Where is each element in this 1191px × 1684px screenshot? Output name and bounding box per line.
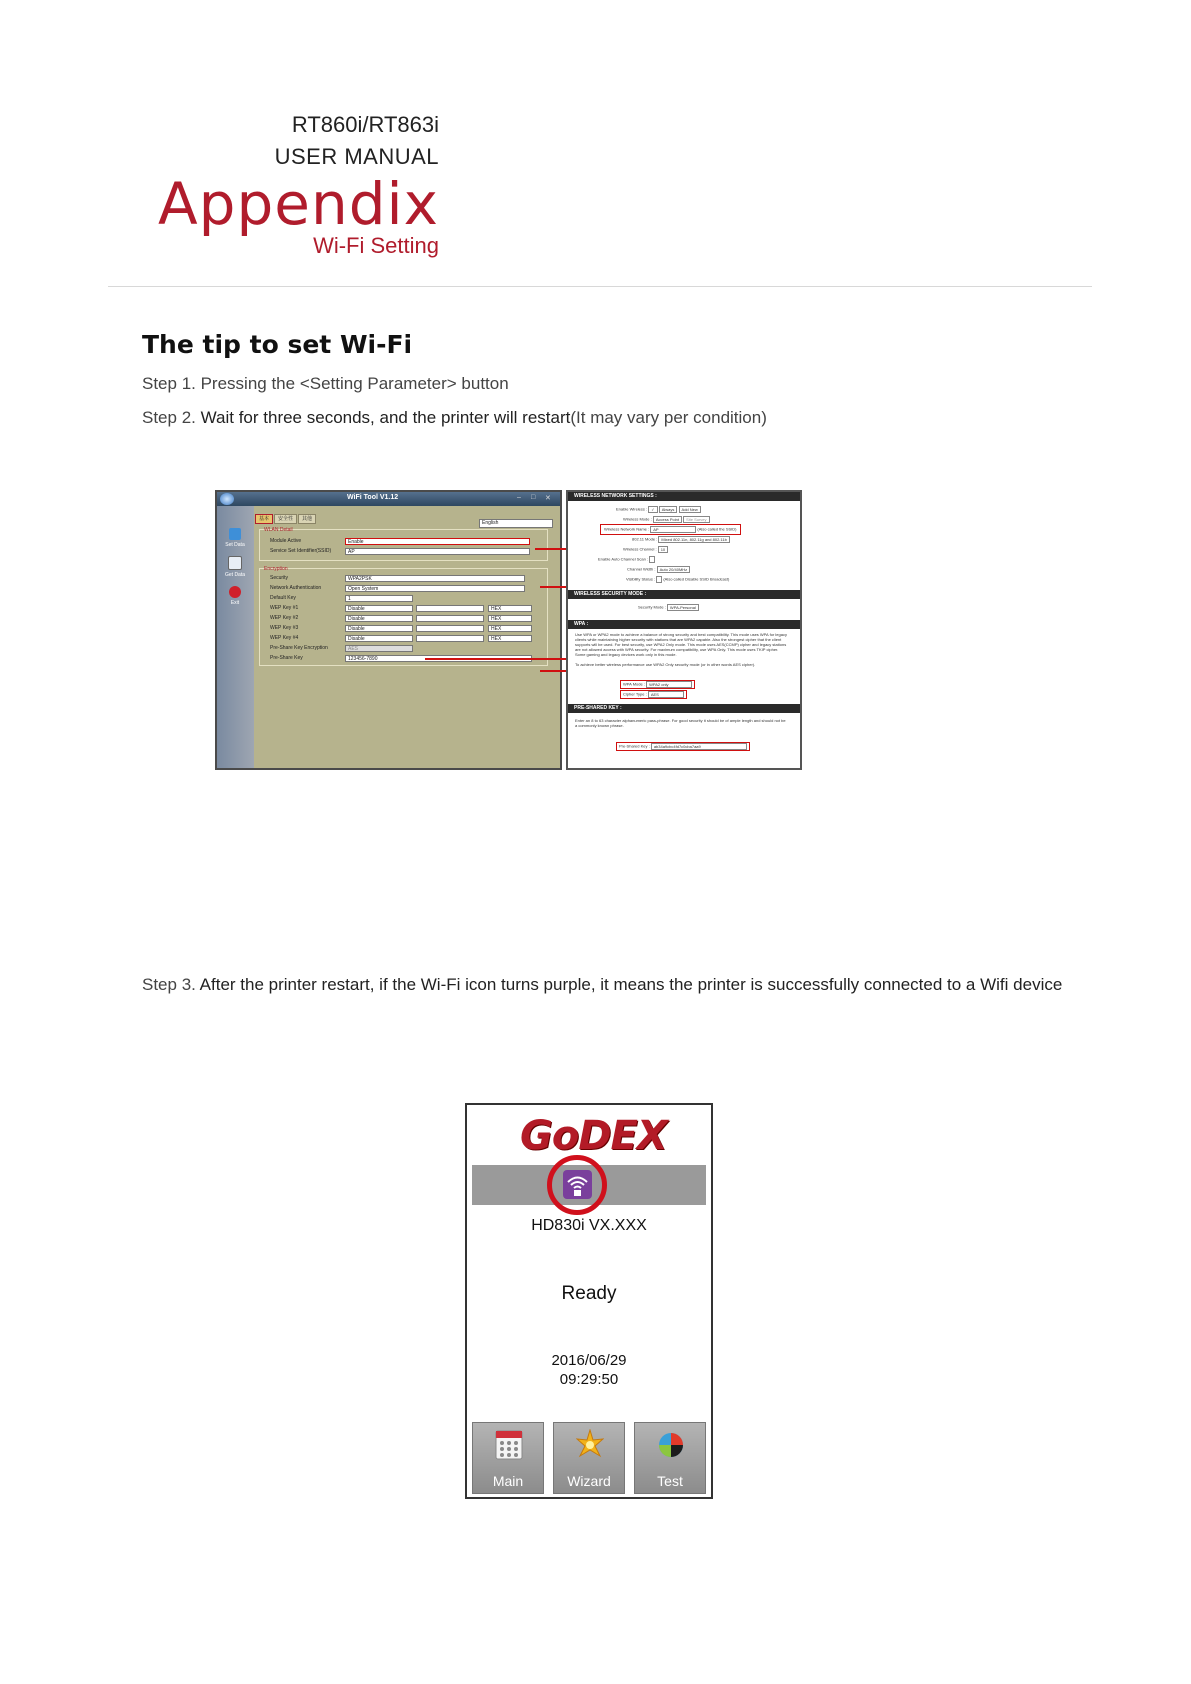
wep-key-4-input[interactable] bbox=[416, 635, 484, 642]
auto-scan-row bbox=[598, 556, 655, 563]
model-name: RT860i/RT863i bbox=[291, 112, 439, 137]
wep-key-4-label: WEP Key #4 bbox=[270, 635, 299, 641]
printer-date: 2016/06/29 bbox=[551, 1352, 627, 1369]
enable-wireless-row bbox=[616, 506, 701, 513]
wpa-mode-row bbox=[620, 680, 695, 689]
set-data-label: Set Data bbox=[225, 542, 245, 548]
wireless-mode-label: Wireless Mode : bbox=[623, 516, 652, 522]
auto-scan-label: Enable Auto Channel Scan : bbox=[598, 556, 649, 562]
add-new-button[interactable]: Add New bbox=[679, 506, 701, 513]
header-divider bbox=[108, 286, 1092, 287]
network-name-input[interactable]: AP bbox=[650, 526, 696, 533]
step-3-main: After the printer restart, if the Wi-Fi icon turns purple, it means the printer is successfully connected to a Wifi device bbox=[199, 975, 1063, 994]
visibility-note: (Also called Disable SSID Broadcast) bbox=[663, 576, 730, 582]
wifi-tool-titlebar bbox=[217, 492, 560, 506]
channel-select[interactable]: 10 bbox=[658, 546, 668, 553]
cipher-type-label: Cipher Type : bbox=[623, 691, 647, 697]
wifi-tool-window bbox=[215, 490, 562, 770]
psk-row bbox=[616, 742, 750, 751]
step-2 bbox=[142, 408, 767, 428]
enable-wireless-select[interactable]: Always bbox=[659, 506, 678, 513]
wep-key-1-label: WEP Key #1 bbox=[270, 605, 299, 611]
step-3 bbox=[142, 975, 1062, 995]
minimize-button[interactable]: – bbox=[517, 494, 521, 501]
get-data-icon bbox=[228, 556, 242, 570]
set-data-icon bbox=[229, 528, 241, 540]
wpa-mode-select[interactable]: WPA2 only bbox=[646, 681, 692, 688]
tab-other[interactable]: 其他 bbox=[298, 514, 316, 524]
psk-encryption-label: Pre-Share Key Encryption bbox=[270, 645, 328, 651]
psk-description: Enter an 8 to 63 character alphanumeric pass-phrase. For good security it should be of ample length and should not be a commonly known phrase. bbox=[575, 718, 786, 728]
wifi-highlight-circle bbox=[547, 1155, 607, 1215]
step-2-main: Wait for three seconds, and the printer will restart bbox=[200, 408, 571, 427]
main-button-label: Main bbox=[492, 1473, 524, 1489]
wep-key-2-label: WEP Key #2 bbox=[270, 615, 299, 621]
step-3-prefix: Step 3. bbox=[142, 975, 200, 994]
security-mode-label: Security Mode : bbox=[638, 604, 666, 610]
get-data-button[interactable] bbox=[225, 556, 245, 578]
wifi-tool-tabs bbox=[255, 514, 317, 524]
wep-key-4-format[interactable]: HEX bbox=[488, 635, 532, 642]
cipher-type-select[interactable]: AES bbox=[648, 691, 684, 698]
channel-width-row bbox=[627, 566, 690, 573]
wpa-recommendation: To achieve better wireless performance use WPA2 Only security mode (or in other words AES cipher). bbox=[575, 662, 756, 667]
wireless-mode-select[interactable]: Access Point bbox=[653, 516, 682, 523]
wireless-settings-heading: WIRELESS NETWORK SETTINGS : bbox=[568, 492, 800, 501]
step-2-prefix: Step 2. bbox=[142, 408, 201, 427]
wep-key-3-format[interactable]: HEX bbox=[488, 625, 532, 632]
wifi-tool-title: WiFi Tool V1.12 bbox=[347, 494, 399, 501]
default-key-select[interactable]: 1 bbox=[345, 595, 413, 602]
network-name-note: (Also called the SSID) bbox=[697, 526, 737, 532]
auth-label: Network Authentication bbox=[270, 585, 322, 591]
connector-psk-enc bbox=[425, 658, 577, 660]
step-1: Step 1. Pressing the <Setting Parameter> button bbox=[142, 374, 509, 393]
wep-key-4-select[interactable]: Disable bbox=[345, 635, 413, 642]
visibility-checkbox[interactable] bbox=[656, 576, 662, 583]
language-select[interactable]: English bbox=[479, 519, 553, 528]
cipher-type-row bbox=[620, 690, 687, 699]
step-2-note: (It may vary per condition) bbox=[570, 408, 767, 427]
visibility-label: Visibility Status : bbox=[626, 576, 656, 582]
calendar-icon bbox=[495, 1429, 523, 1461]
ssid-label: Service Set Identifier(SSID) bbox=[270, 548, 332, 554]
test-button-label: Test bbox=[657, 1473, 683, 1489]
router-psk-label: Pre-Shared Key : bbox=[619, 743, 650, 749]
router-psk-input[interactable]: ab34a9cbc4fd7c0cba7aa9 bbox=[651, 743, 747, 750]
router-settings-panel bbox=[566, 490, 802, 770]
module-active-select[interactable]: Enable bbox=[345, 538, 530, 545]
psk-input[interactable]: 123456-7890 bbox=[345, 655, 532, 662]
encryption-group bbox=[259, 568, 548, 666]
enable-wireless-checkbox[interactable]: ✓ bbox=[648, 506, 657, 513]
network-name-row bbox=[600, 524, 741, 535]
close-button[interactable]: ✕ bbox=[545, 495, 551, 502]
godex-logo: GoDEX bbox=[520, 1113, 667, 1159]
visibility-row bbox=[626, 576, 729, 583]
psk-label: Pre-Share Key bbox=[270, 655, 303, 661]
maximize-button[interactable]: □ bbox=[531, 494, 536, 501]
psk-encryption-select[interactable]: AES bbox=[345, 645, 413, 652]
printer-status: Ready bbox=[561, 1283, 617, 1304]
wlan-group bbox=[259, 529, 548, 561]
wizard-button[interactable] bbox=[553, 1422, 625, 1494]
psk-heading: PRE-SHARED KEY : bbox=[568, 704, 800, 713]
channel-row bbox=[623, 546, 668, 553]
channel-width-label: Channel Width : bbox=[627, 566, 656, 572]
wizard-star-icon bbox=[576, 1429, 604, 1461]
exit-button[interactable] bbox=[225, 586, 245, 606]
wep-key-3-input[interactable] bbox=[416, 625, 484, 632]
printer-time: 09:29:50 bbox=[559, 1371, 619, 1388]
mode-80211-select[interactable]: Mixed 802.11n, 802.11g and 802.11b bbox=[658, 536, 729, 543]
module-active-label: Module Active bbox=[270, 538, 302, 544]
test-button[interactable] bbox=[634, 1422, 706, 1494]
default-key-label: Default Key bbox=[270, 595, 296, 601]
app-logo-icon bbox=[220, 493, 234, 505]
wep-key-3-label: WEP Key #3 bbox=[270, 625, 299, 631]
get-data-label: Get Data bbox=[225, 572, 246, 578]
security-mode-row bbox=[638, 604, 699, 611]
appendix-title: Appendix bbox=[157, 170, 439, 238]
wizard-button-label: Wizard bbox=[567, 1473, 611, 1489]
section-title: The tip to set Wi-Fi bbox=[142, 330, 413, 359]
appendix-subtitle: Wi-Fi Setting bbox=[313, 233, 439, 258]
site-survey-button[interactable]: Site Survey bbox=[683, 516, 709, 523]
pie-chart-icon bbox=[657, 1429, 685, 1461]
main-button[interactable] bbox=[472, 1422, 544, 1494]
security-select[interactable]: WPA2PSK bbox=[345, 575, 525, 582]
security-mode-select[interactable]: WPA-Personal bbox=[667, 604, 699, 611]
wep-key-2-input[interactable] bbox=[416, 615, 484, 622]
auth-select[interactable]: Open System bbox=[345, 585, 525, 592]
tab-basic[interactable]: 基本 bbox=[255, 514, 273, 524]
channel-label: Wireless Channel : bbox=[623, 546, 657, 552]
wireless-mode-row bbox=[623, 516, 710, 523]
tab-security[interactable]: 安全性 bbox=[274, 514, 297, 524]
auto-scan-checkbox[interactable] bbox=[649, 556, 655, 563]
mode-80211-label: 802.11 Mode : bbox=[632, 536, 658, 542]
wep-key-2-select[interactable]: Disable bbox=[345, 615, 413, 622]
network-name-label: Wireless Network Name : bbox=[604, 526, 650, 532]
wep-key-1-format[interactable]: HEX bbox=[488, 605, 532, 612]
exit-label: Exit bbox=[230, 600, 240, 606]
printer-model: HD830i VX.XXX bbox=[531, 1217, 647, 1234]
security-label: Security bbox=[270, 575, 289, 581]
wpa-description: Use WPA or WPA2 mode to achieve a balance of strong security and best compatibility. This mode uses WPA for legacy clients while maintaining higher security with stations that are WPA2 capable. Also the strongest cipher that the client supports will be used. For best security, use WPA2 Only mode. This mode uses AES(CCMP) cipher and legacy stations are not allowed access with WPA security. For maximum compatibility, use WPA Only. This mode uses TKIP cipher. Some gaming and legacy devices work only in this mode. bbox=[575, 632, 787, 657]
wpa-heading: WPA : bbox=[568, 620, 800, 629]
wifi-tool-sidebar bbox=[217, 506, 254, 768]
connector-ssid bbox=[535, 548, 570, 550]
wep-key-1-select[interactable]: Disable bbox=[345, 605, 413, 612]
security-mode-heading: WIRELESS SECURITY MODE : bbox=[568, 590, 800, 599]
ssid-input[interactable]: AP bbox=[345, 548, 530, 555]
mode-80211-row bbox=[632, 536, 730, 543]
set-data-button[interactable] bbox=[225, 528, 245, 548]
wep-key-3-select[interactable]: Disable bbox=[345, 625, 413, 632]
power-icon bbox=[229, 586, 241, 598]
printer-lcd bbox=[465, 1103, 713, 1499]
wep-key-1-input[interactable] bbox=[416, 605, 484, 612]
wlan-group-title: WLAN Detail bbox=[264, 527, 293, 533]
enable-wireless-label: Enable Wireless : bbox=[616, 506, 648, 512]
manual-label: USER MANUAL bbox=[274, 144, 439, 169]
wep-key-2-format[interactable]: HEX bbox=[488, 615, 532, 622]
encryption-group-title: Encryption bbox=[264, 566, 288, 572]
channel-width-select[interactable]: Auto 20/40MHz bbox=[657, 566, 691, 573]
wpa-mode-label: WPA Mode : bbox=[623, 681, 645, 687]
